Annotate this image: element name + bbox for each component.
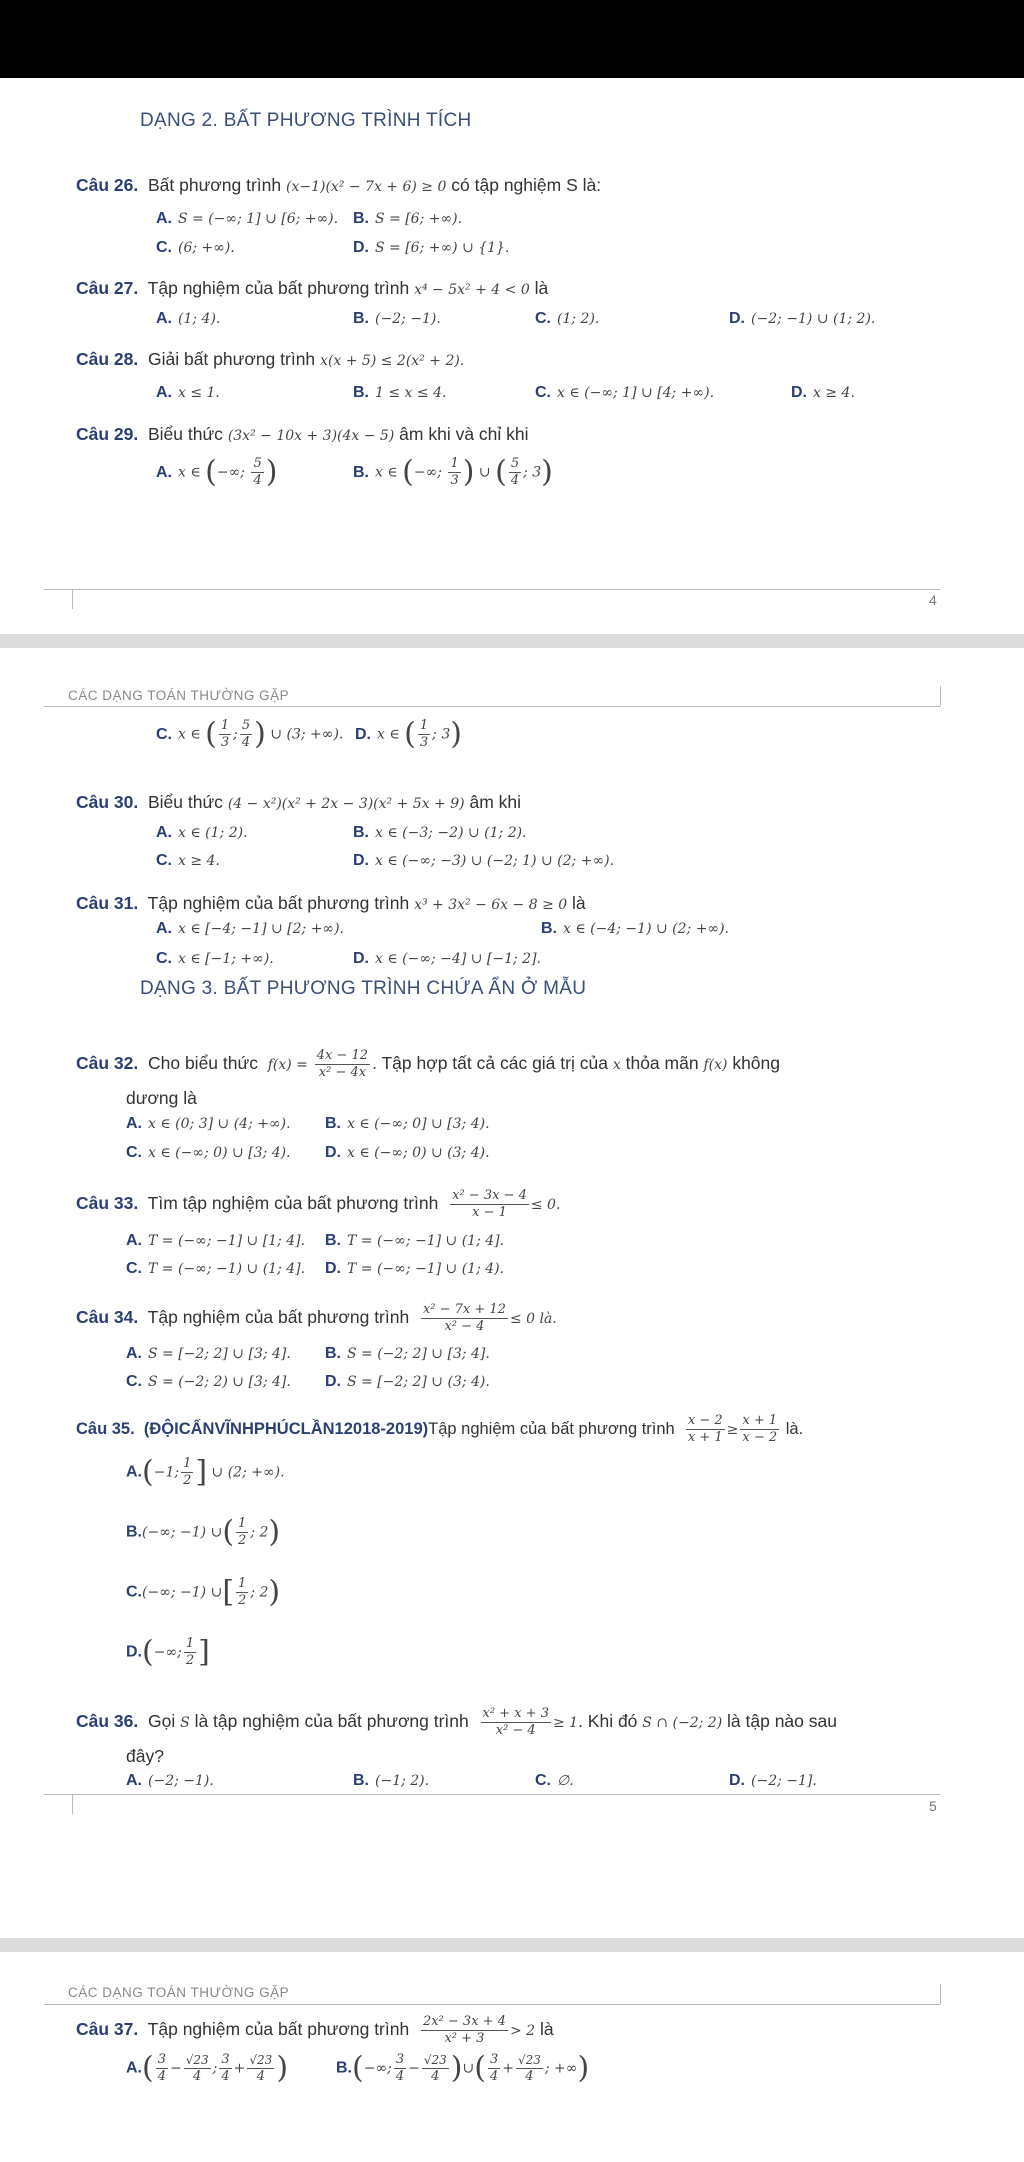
option-31-a[interactable]: A. x ∈ [−4; −1] ∪ [2; +∞). (156, 920, 344, 937)
option-31-d[interactable]: D. x ∈ (−∞; −4] ∪ [−1; 2]. (353, 950, 541, 967)
page-number: 5 (929, 1798, 937, 1814)
option-36-d[interactable]: D. (−2; −1]. (729, 1772, 817, 1789)
option-36-b[interactable]: B. (−1; 2). (353, 1772, 430, 1789)
option-33-d[interactable]: D. T = (−∞; −1] ∪ (1; 4). (325, 1260, 505, 1277)
page-footer-rule (44, 589, 940, 590)
fraction: $\frac{5}{4}$ (510, 456, 520, 488)
fraction: $\frac{\text{x² − 3x − 4}}{x - 1}$ (452, 1188, 527, 1220)
option-34-a[interactable]: A. S = [−2; 2] ∪ [3; 4]. (126, 1345, 291, 1362)
running-header: CÁC DẠNG TOÁN THƯỜNG GẶP (68, 1985, 290, 2000)
option-27-c[interactable]: C. (1; 2). (535, 310, 600, 327)
option-28-b[interactable]: B. 1 ≤ x ≤ 4. (353, 384, 447, 401)
question-26: Câu 26. Bất phương trình (x−1)(x² − 7x + 6) ≥ 0 có tập nghiệm S là: (76, 175, 602, 195)
option-35-b[interactable]: B.(−∞; −1) ∪( $\frac{1}{2}$ ; 2) (126, 1514, 281, 1550)
option-35-a[interactable]: A.(−1; $\frac{1}{2}$ ] ∪ (2; +∞). (126, 1454, 285, 1490)
option-30-d[interactable]: D. x ∈ (−∞; −3) ∪ (−2; 1) ∪ (2; +∞). (353, 852, 615, 869)
fraction: $\frac{x + 1}{x - 2}$ (742, 1413, 778, 1445)
fraction: $\frac{1}{3}$ (220, 718, 230, 750)
option-33-c[interactable]: C. T = (−∞; −1) ∪ (1; 4]. (126, 1260, 306, 1277)
option-30-a[interactable]: A. x ∈ (1; 2). (156, 824, 248, 841)
fraction: $\frac{1}{3}$ (419, 718, 429, 750)
option-37-a[interactable]: A.( $\frac{3}{4}$ − $\frac{√23}{4}$ ; $\frac{3}{4}$ + $\frac{√23}{4}$ ) (126, 2050, 289, 2086)
document-page-4 (0, 78, 1024, 634)
fraction: $\frac{5}{4}$ (253, 456, 262, 488)
fraction: $\frac{3}{4}$ (489, 2052, 499, 2084)
fraction: $\frac{\text{x² − 7x + 12}}{\text{x² − 4}}$ (422, 1302, 506, 1334)
option-28-c[interactable]: C. x ∈ (−∞; 1] ∪ [4; +∞). (535, 384, 715, 401)
option-29-a[interactable]: A. x ∈ (−∞; $\frac{5}{4}$ ) (156, 454, 278, 490)
page-gap (0, 1938, 1024, 1952)
fraction: $\frac{3}{4}$ (221, 2052, 230, 2084)
option-28-a[interactable]: A. x ≤ 1. (156, 384, 220, 401)
option-27-a[interactable]: A. (1; 4). (156, 310, 221, 327)
option-32-c[interactable]: C. x ∈ (−∞; 0) ∪ [3; 4). (126, 1144, 291, 1161)
option-35-d[interactable]: D.(−∞; $\frac{1}{2}$ ] (126, 1634, 210, 1670)
option-26-d[interactable]: D. S = [6; +∞) ∪ {1}. (353, 239, 510, 256)
fraction: $\frac{5}{4}$ (241, 718, 251, 750)
document-page-6 (0, 1952, 1024, 2162)
option-34-b[interactable]: B. S = (−2; 2] ∪ [3; 4]. (325, 1345, 490, 1362)
fraction: $\frac{1}{3}$ (450, 456, 459, 488)
question-29: Câu 29. Biểu thức (3x² − 10x + 3)(4x − 5) âm khi và chỉ khi (76, 424, 529, 444)
option-32-a[interactable]: A. x ∈ (0; 3] ∪ (4; +∞). (126, 1115, 291, 1132)
option-31-b[interactable]: B. x ∈ (−4; −1) ∪ (2; +∞). (541, 920, 729, 937)
question-34: Câu 34. Tập nghiệm của bất phương trình $\frac{\text{x² − 7x + 12}}{\text{x² − 4}}$ ≤ 0 là. (76, 1302, 557, 1334)
option-33-a[interactable]: A. T = (−∞; −1] ∪ [1; 4]. (126, 1232, 306, 1249)
option-28-d[interactable]: D. x ≥ 4. (791, 384, 855, 401)
option-32-b[interactable]: B. x ∈ (−∞; 0] ∪ [3; 4). (325, 1115, 490, 1132)
option-26-b[interactable]: B. S = [6; +∞). (353, 210, 463, 227)
section-title-dang3: DẠNG 3. BẤT PHƯƠNG TRÌNH CHỨA ẨN Ở MẪU (140, 978, 587, 999)
header-corner-mark (940, 686, 941, 706)
question-30: Câu 30. Biểu thức (4 − x²)(x² + 2x − 3)(x² + 5x + 9) âm khi (76, 792, 522, 812)
question-28: Câu 28. Giải bất phương trình x(x + 5) ≤ 2(x² + 2). (76, 349, 465, 369)
fraction: $\frac{√23}{4}$ (423, 2053, 447, 2084)
fraction: $\frac{\text{x² + x + 3}}{\text{x² − 4}}$ (482, 1706, 549, 1738)
question-36-line2: đây? (126, 1746, 164, 1766)
option-32-d[interactable]: D. x ∈ (−∞; 0) ∪ (3; 4). (325, 1144, 490, 1161)
option-37-b[interactable]: B.(−∞; $\frac{3}{4}$ − $\frac{√23}{4}$ )∪( $\frac{3}{4}$ + $\frac{√23}{4}$ ; +∞) (336, 2050, 590, 2086)
page-number: 4 (929, 592, 937, 608)
option-29-b[interactable]: B. x ∈ (−∞; $\frac{1}{3}$ ) ∪ ( $\frac{5}{4}$ ; 3) (353, 454, 553, 490)
question-37: Câu 37. Tập nghiệm của bất phương trình $\frac{\text{2x² − 3x + 4}}{\text{x² + 3}}$ > 2 là (76, 2014, 554, 2046)
fraction: $\frac{1}{2}$ (185, 1636, 195, 1668)
option-35-c[interactable]: C.(−∞; −1) ∪[ $\frac{1}{2}$ ; 2) (126, 1574, 281, 1610)
option-33-b[interactable]: B. T = (−∞; −1] ∪ (1; 4]. (325, 1232, 505, 1249)
question-36: Câu 36. Gọi S là tập nghiệm của bất phương trình $\frac{\text{x² + x + 3}}{\text{x² − 4}}$ ≥ 1. Khi đó S ∩ (−2; 2) là tập nào sau (76, 1706, 837, 1738)
page-footer-rule (44, 1794, 940, 1795)
fraction: $\frac{1}{2}$ (238, 1516, 247, 1548)
option-34-d[interactable]: D. S = [−2; 2] ∪ (3; 4). (325, 1373, 490, 1390)
running-header: CÁC DẠNG TOÁN THƯỜNG GẶP (68, 688, 290, 703)
question-32-line2: dương là (126, 1088, 197, 1108)
fraction: $\frac{√23}{4}$ (185, 2053, 209, 2084)
option-34-c[interactable]: C. S = (−2; 2) ∪ [3; 4]. (126, 1373, 291, 1390)
question-32: Câu 32. Cho biểu thức f(x) = $\frac{4x - 12}{\text{x² − 4x}}$ . Tập hợp tất cả các giá trị của x thỏa mãn f(x) không (76, 1048, 781, 1080)
question-35: Câu 35. (ĐỘICẤNVĨNHPHÚCLẦN12018-2019)Tập nghiệm của bất phương trình $\frac{x - 2}{x + 1}$ ≥ $\frac{x + 1}{x - 2}$ là. (76, 1413, 804, 1445)
option-30-c[interactable]: C. x ≥ 4. (156, 852, 220, 869)
question-31: Câu 31. Tập nghiệm của bất phương trình x³ + 3x² − 6x − 8 ≥ 0 là (76, 893, 586, 913)
fraction: $\frac{1}{2}$ (183, 1456, 192, 1488)
option-26-c[interactable]: C. (6; +∞). (156, 239, 235, 256)
top-status-bar (0, 0, 1024, 78)
option-27-d[interactable]: D. (−2; −1) ∪ (1; 2). (729, 310, 876, 327)
option-36-c[interactable]: C. ∅. (535, 1772, 574, 1789)
document-page-5 (0, 648, 1024, 1938)
fraction: $\frac{√23}{4}$ (517, 2053, 541, 2084)
fraction: $\frac{3}{4}$ (395, 2052, 405, 2084)
header-rule (44, 2004, 940, 2005)
option-36-a[interactable]: A. (−2; −1). (126, 1772, 214, 1789)
fraction: $\frac{1}{2}$ (238, 1576, 247, 1608)
question-27: Câu 27. Tập nghiệm của bất phương trình x⁴ − 5x² + 4 < 0 là (76, 278, 549, 298)
header-rule (44, 706, 940, 707)
option-30-b[interactable]: B. x ∈ (−3; −2) ∪ (1; 2). (353, 824, 527, 841)
question-33: Câu 33. Tìm tập nghiệm của bất phương trình $\frac{\text{x² − 3x − 4}}{x - 1}$ ≤ 0. (76, 1188, 561, 1220)
header-corner-mark (940, 1984, 941, 2004)
fraction: $\frac{\text{2x² − 3x + 4}}{\text{x² + 3}}$ (422, 2014, 506, 2046)
option-29-c[interactable]: C. x ∈ ( $\frac{1}{3}$ ; $\frac{5}{4}$ ) ∪ (3; +∞). (156, 716, 344, 752)
page-corner-mark (72, 1794, 73, 1814)
fraction: $\frac{√23}{4}$ (249, 2053, 273, 2084)
fraction: $\frac{3}{4}$ (157, 2052, 166, 2084)
section-title-dang2: DẠNG 2. BẤT PHƯƠNG TRÌNH TÍCH (140, 110, 472, 131)
page-gap (0, 634, 1024, 648)
option-26-a[interactable]: A. S = (−∞; 1] ∪ [6; +∞). (156, 210, 339, 227)
fraction: $\frac{x - 2}{x + 1}$ (687, 1413, 723, 1445)
option-29-d[interactable]: D. x ∈ ( $\frac{1}{3}$ ; 3) (355, 716, 462, 752)
fraction: $\frac{4x - 12}{\text{x² − 4x}}$ (316, 1048, 369, 1080)
option-27-b[interactable]: B. (−2; −1). (353, 310, 441, 327)
option-31-c[interactable]: C. x ∈ [−1; +∞). (156, 950, 274, 967)
page-corner-mark (72, 589, 73, 609)
